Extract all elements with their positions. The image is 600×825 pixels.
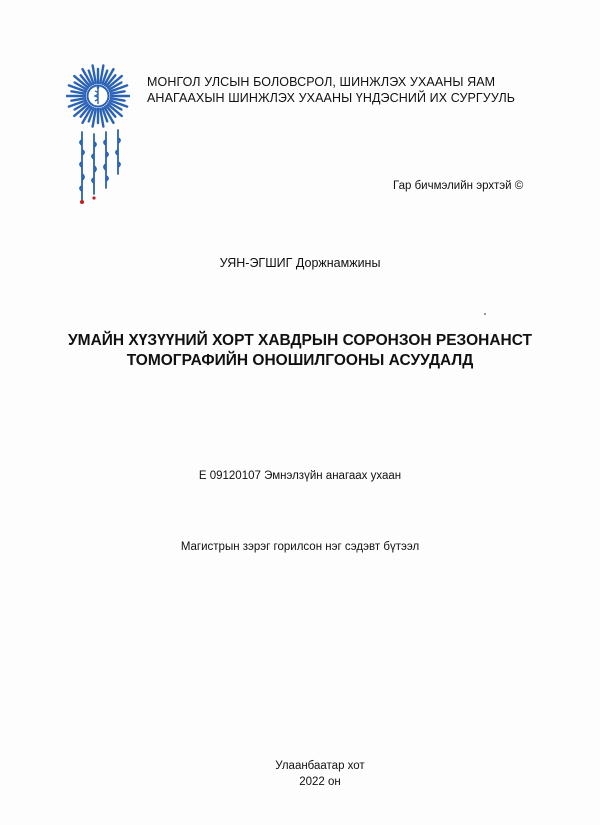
university-logo <box>66 64 130 128</box>
degree-statement: Магистрын зэрэг горилсон нэг сэдэвт бүтээл <box>180 541 420 553</box>
copyright-notice: Гар бичмэлийн эрхтэй © <box>393 180 524 192</box>
scan-speck <box>484 313 486 315</box>
university-name: АНАГААХЫН ШИНЖЛЭХ УХААНЫ ҮНДЭСНИЙ ИХ СУРГУУЛЬ <box>147 91 516 105</box>
year: 2022 он <box>299 776 341 788</box>
ministry-name: МОНГОЛ УЛСЫН БОЛОВСРОЛ, ШИНЖЛЭХ УХААНЫ ЯАМ <box>147 75 496 89</box>
thesis-title-line-1: УМАЙН ХҮЗҮҮНИЙ ХОРТ ХАВДРЫН СОРОНЗОН РЕЗОНАНСТ <box>68 332 532 349</box>
place-and-year <box>0 758 600 790</box>
author-name: УЯН-ЭГШИГ Доржнамжины <box>219 256 381 270</box>
thesis-title <box>0 331 600 371</box>
specialty-code: Е 09120107 Эмнэлзүйн анагаах ухаан <box>198 470 402 482</box>
mongolian-script-emblem <box>70 128 132 208</box>
thesis-title-line-2: ТОМОГРАФИЙН ОНОШИЛГООНЫ АСУУДАЛД <box>126 352 474 369</box>
city: Улаанбаатар хот <box>275 760 365 772</box>
institution-header <box>147 74 515 106</box>
